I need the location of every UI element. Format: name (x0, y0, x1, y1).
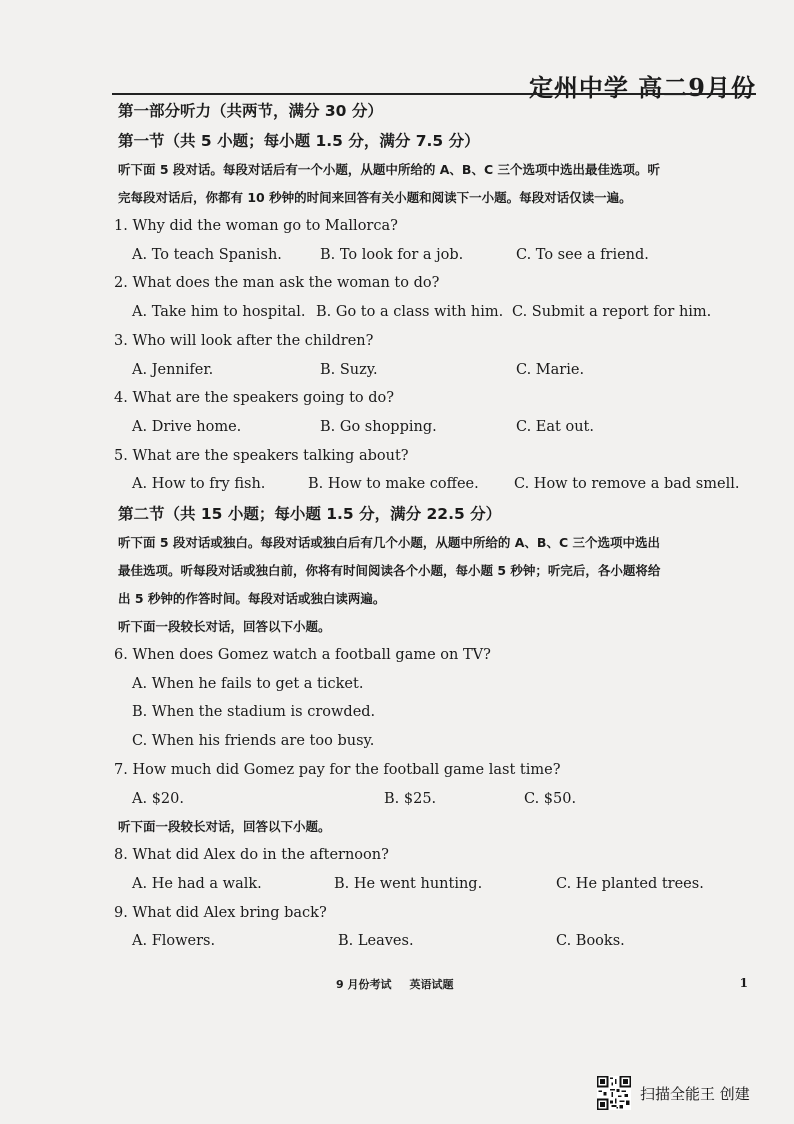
option-b: B. To look for a job. (320, 246, 464, 263)
option-a: A. Take him to hospital. (132, 304, 306, 321)
page-number: 1 (739, 976, 748, 990)
question-7-options (114, 785, 754, 814)
question-7: 7. How much did Gomez pay for the football game last time? (114, 761, 561, 778)
option-b: B. Leaves. (338, 933, 414, 950)
section2-instruction-line: 出 5 秒钟的作答时间。每段对话或独白读两遍。 (118, 591, 386, 607)
footer-exam: 9 月份考试 (336, 978, 392, 991)
option-c: C. Submit a report for him. (512, 304, 712, 321)
question-6-options (114, 670, 754, 756)
question-1-options (114, 241, 754, 270)
question-4: 4. What are the speakers going to do? (114, 390, 395, 407)
section2-instruction-line: 最佳选项。听每段对话或独白前，你将有时间阅读各个小题，每小题 5 秒钟；听完后，各小题将给 (118, 563, 661, 579)
question-1: 1. Why did the woman go to Mallorca? (114, 218, 398, 234)
option-a: A. How to fry fish. (132, 476, 266, 493)
question-2: 2. What does the man ask the woman to do? (114, 275, 440, 292)
question-5: 5. What are the speakers talking about? (114, 447, 409, 464)
question-9-options (114, 927, 754, 956)
option-b: B. When the stadium is crowded. (132, 704, 376, 721)
option-a: A. Flowers. (132, 933, 216, 950)
option-b: B. How to make coffee. (308, 476, 479, 493)
section2-title: 第二节（共 15 小题；每小题 1.5 分，满分 22.5 分） (118, 505, 502, 524)
question-2-options (114, 298, 754, 327)
option-c: C. He planted trees. (556, 875, 704, 892)
option-b: B. Suzy. (320, 361, 378, 378)
question-6: 6. When does Gomez watch a football game on TV? (114, 647, 491, 664)
header-rule (112, 93, 756, 95)
scanner-watermark-label: 扫描全能王 创建 (640, 1085, 750, 1103)
option-a: A. He had a walk. (132, 875, 262, 892)
option-c: C. Books. (556, 933, 625, 950)
qr-code-icon (597, 1076, 631, 1110)
option-b: B. Go to a class with him. (316, 304, 504, 321)
section1-instruction-line: 听下面 5 段对话。每段对话后有一个小题，从题中所给的 A、B、C 三个选项中选出最佳选项。听 (118, 162, 660, 177)
question-8-options (114, 870, 754, 899)
option-a: A. When he fails to get a ticket. (132, 675, 364, 692)
exam-content (114, 96, 754, 956)
option-b: B. Go shopping. (320, 418, 437, 435)
question-3-options (114, 356, 754, 385)
option-b: B. $25. (384, 790, 437, 807)
option-c: C. How to remove a bad smell. (514, 476, 740, 493)
question-4-options (114, 413, 754, 442)
option-c: C. $50. (524, 790, 577, 807)
option-c: C. Eat out. (516, 418, 594, 435)
question-8: 8. What did Alex do in the afternoon? (114, 847, 389, 864)
part1-title: 第一部分听力（共两节，满分 30 分） (118, 102, 383, 120)
option-b: B. He went hunting. (334, 875, 483, 892)
dialogue-note: 听下面一段较长对话，回答以下小题。 (118, 619, 331, 635)
option-a: A. $20. (132, 790, 184, 807)
dialogue-note: 听下面一段较长对话，回答以下小题。 (118, 819, 331, 835)
option-a: A. To teach Spanish. (132, 246, 282, 263)
header-title: 定州中学 高二9月份 (528, 73, 756, 102)
option-a: A. Jennifer. (132, 361, 214, 378)
question-5-options (114, 470, 754, 499)
page-footer (336, 976, 453, 992)
question-9: 9. What did Alex bring back? (114, 904, 327, 921)
option-c: C. When his friends are too busy. (132, 733, 375, 750)
section1-title: 第一节（共 5 小题；每小题 1.5 分，满分 7.5 分） (118, 132, 480, 150)
option-c: C. Marie. (516, 361, 585, 378)
section1-instruction-line: 完每段对话后，你都有 10 秒钟的时间来回答有关小题和阅读下一小题。每段对话仅读一遍。 (118, 190, 632, 205)
section2-instruction-line: 听下面 5 段对话或独白。每段对话或独白后有几个小题，从题中所给的 A、B、C 三个选项中选出 (118, 535, 660, 551)
option-c: C. To see a friend. (516, 246, 649, 263)
option-a: A. Drive home. (132, 418, 242, 435)
footer-subject: 英语试题 (409, 978, 454, 991)
question-3: 3. Who will look after the children? (114, 332, 374, 349)
